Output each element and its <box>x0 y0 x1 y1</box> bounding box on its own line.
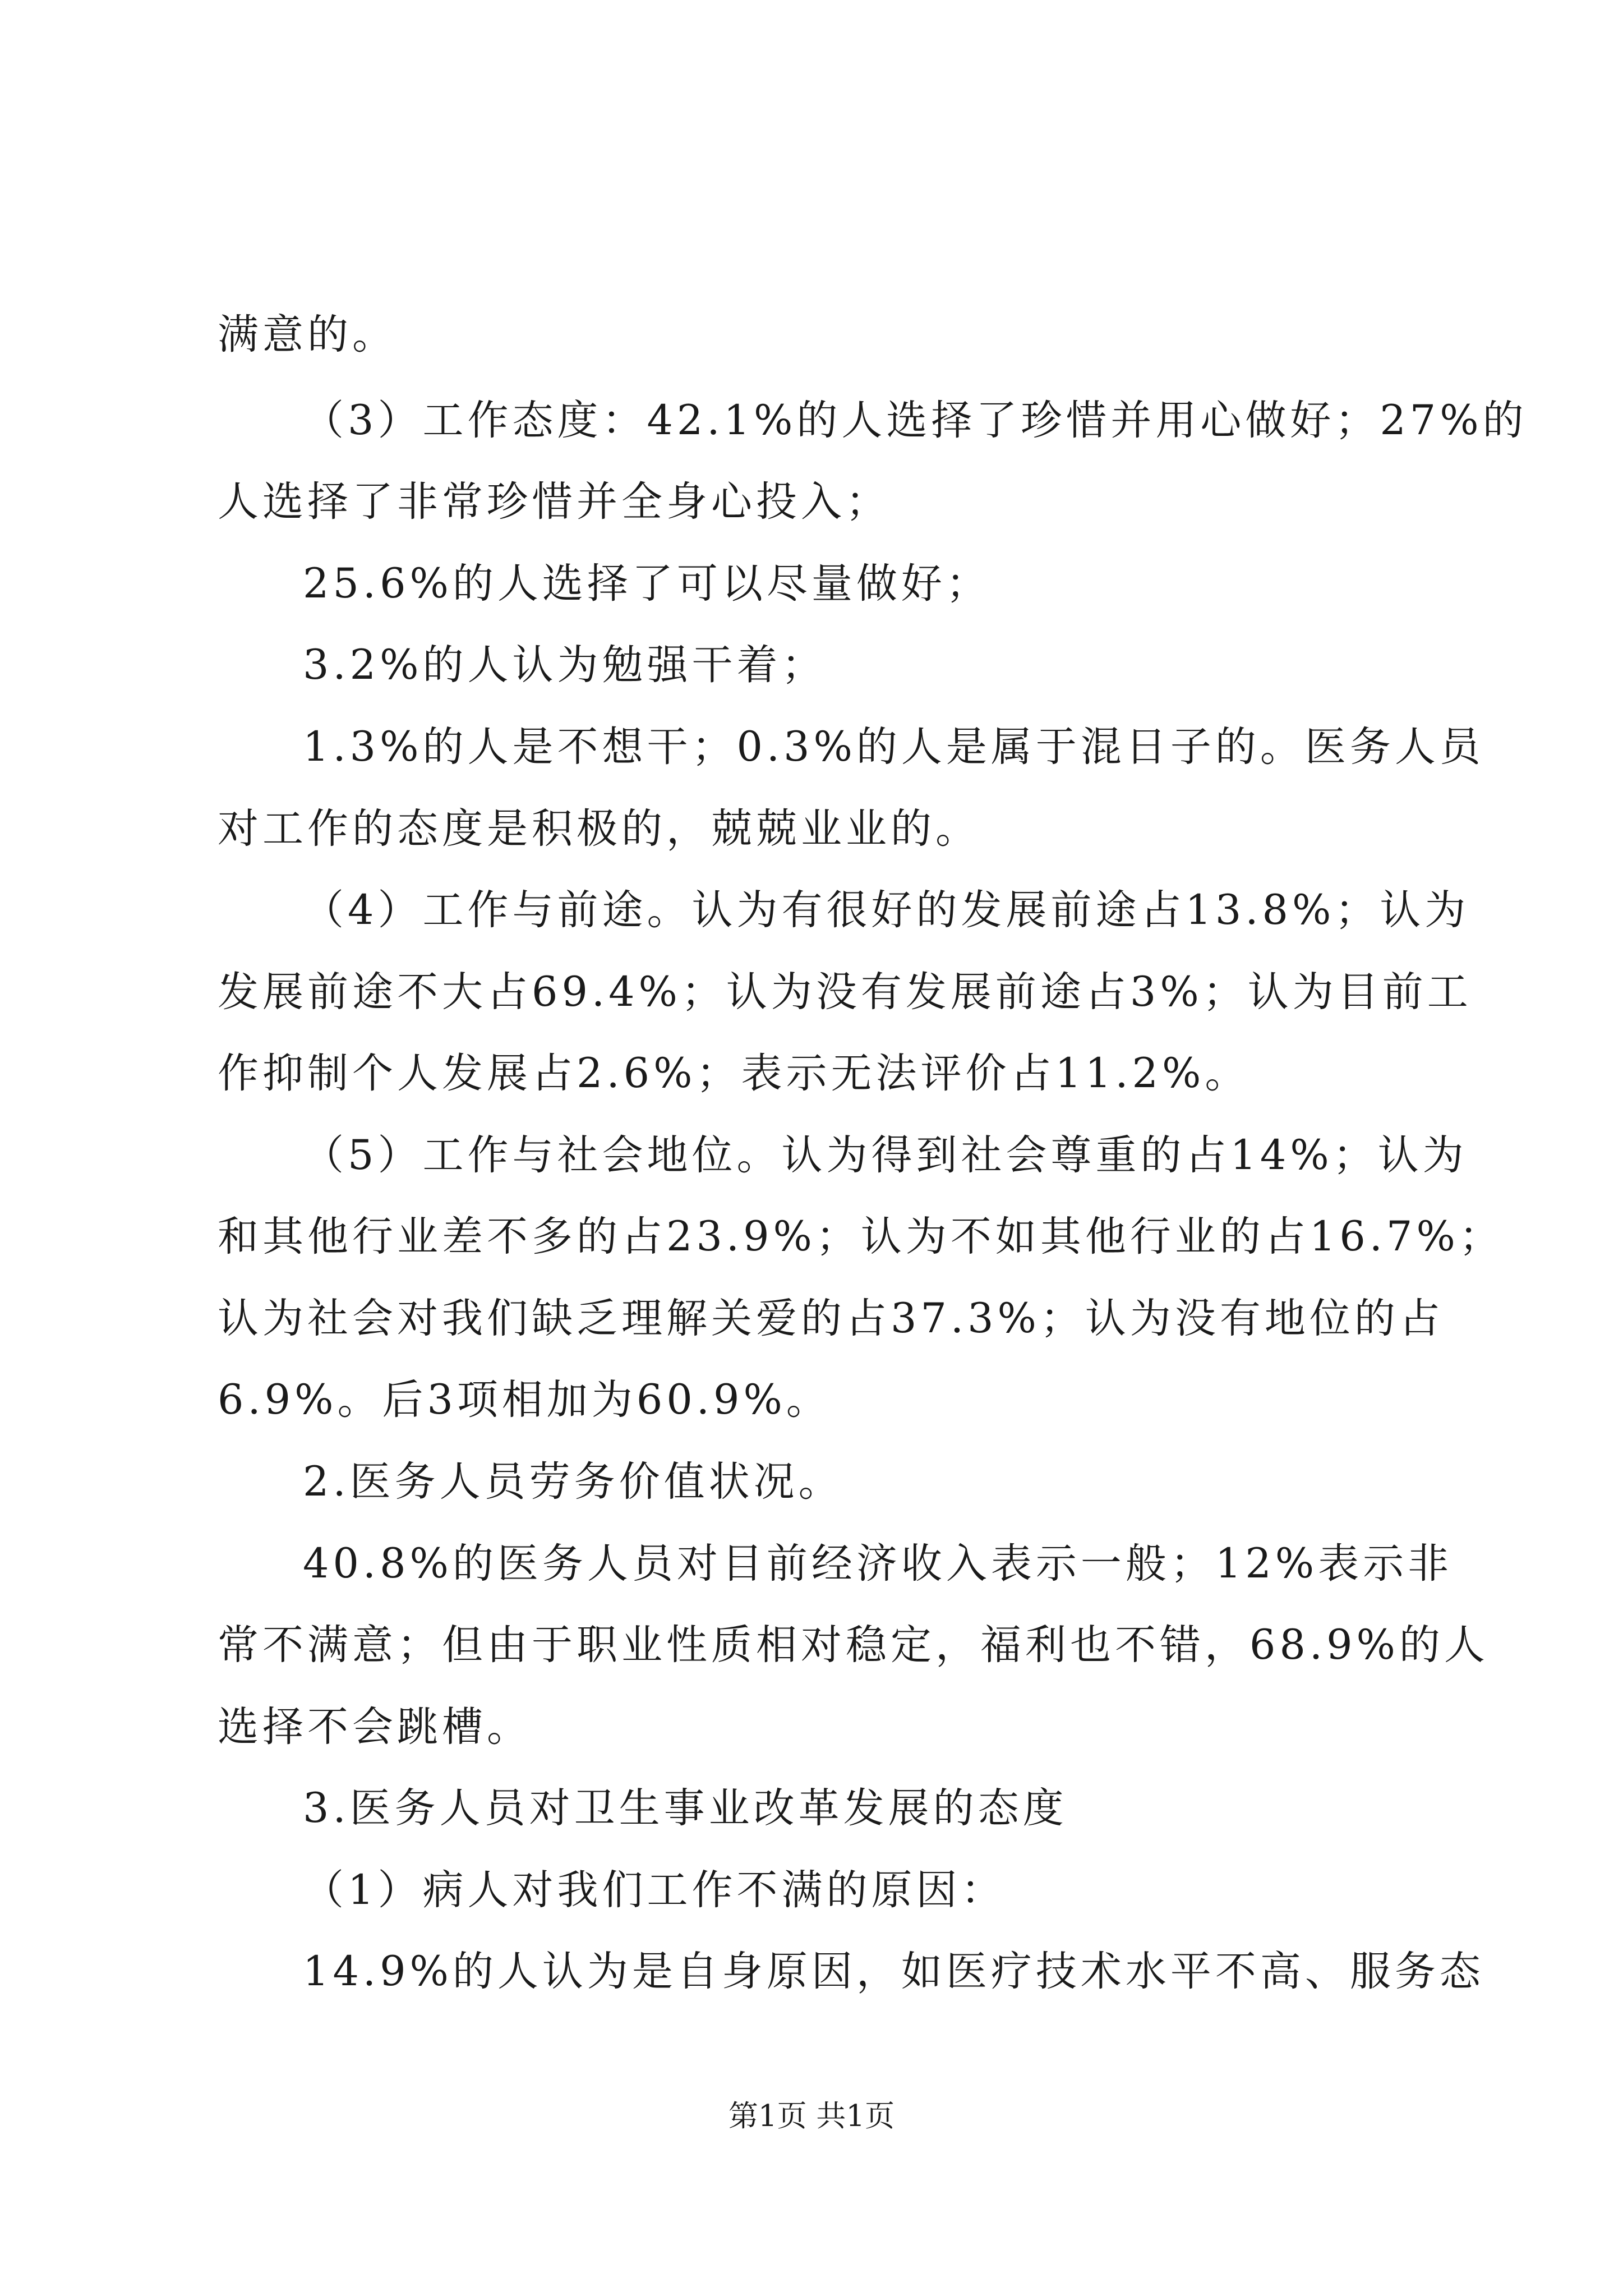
text-line: 对工作的态度是积极的，兢兢业业的。 <box>218 805 980 853</box>
text-line: （5）工作与社会地位。认为得到社会尊重的占14%；认为 <box>303 1131 1468 1179</box>
text-line: 14.9%的人认为是自身原因，如医疗技术水平不高、服务态 <box>303 1948 1484 1995</box>
text-line: 3.医务人员对卫生事业改革发展的态度 <box>303 1784 1068 1832</box>
text-line: 25.6%的人选择了可以尽量做好； <box>303 560 991 608</box>
text-line: 6.9%。后3项相加为60.9%。 <box>218 1376 831 1424</box>
text-line: 满意的。 <box>218 311 397 358</box>
text-line: （3）工作态度：42.1%的人选择了珍惜并用心做好；27%的 <box>303 397 1528 444</box>
text-line: （1）病人对我们工作不满的原因： <box>303 1866 1006 1914</box>
text-line: 人选择了非常珍惜并全身心投入； <box>218 478 891 526</box>
text-line: 40.8%的医务人员对目前经济收入表示一般；12%表示非 <box>303 1540 1453 1588</box>
text-line: 和其他行业差不多的占23.9%；认为不如其他行业的占16.7%； <box>218 1213 1504 1260</box>
text-line: 发展前途不大占69.4%；认为没有发展前途占3%；认为目前工 <box>218 968 1472 1016</box>
text-line: （4）工作与前途。认为有很好的发展前途占13.8%；认为 <box>303 886 1470 934</box>
text-line: 常不满意；但由于职业性质相对稳定，福利也不错，68.9%的人 <box>218 1621 1489 1669</box>
text-line: 1.3%的人是不想干；0.3%的人是属于混日子的。医务人员 <box>303 723 1484 771</box>
text-line: 2.医务人员劳务价值状况。 <box>303 1458 843 1506</box>
text-line: 选择不会跳槽。 <box>218 1703 532 1751</box>
text-line: 作抑制个人发展占2.6%；表示无法评价占11.2%。 <box>218 1050 1250 1097</box>
text-line: 认为社会对我们缺乏理解关爱的占37.3%；认为没有地位的占 <box>218 1295 1444 1342</box>
page-number-footer: 第1页 共1页 <box>728 2099 895 2133</box>
text-line: 3.2%的人认为勉强干着； <box>303 641 827 689</box>
